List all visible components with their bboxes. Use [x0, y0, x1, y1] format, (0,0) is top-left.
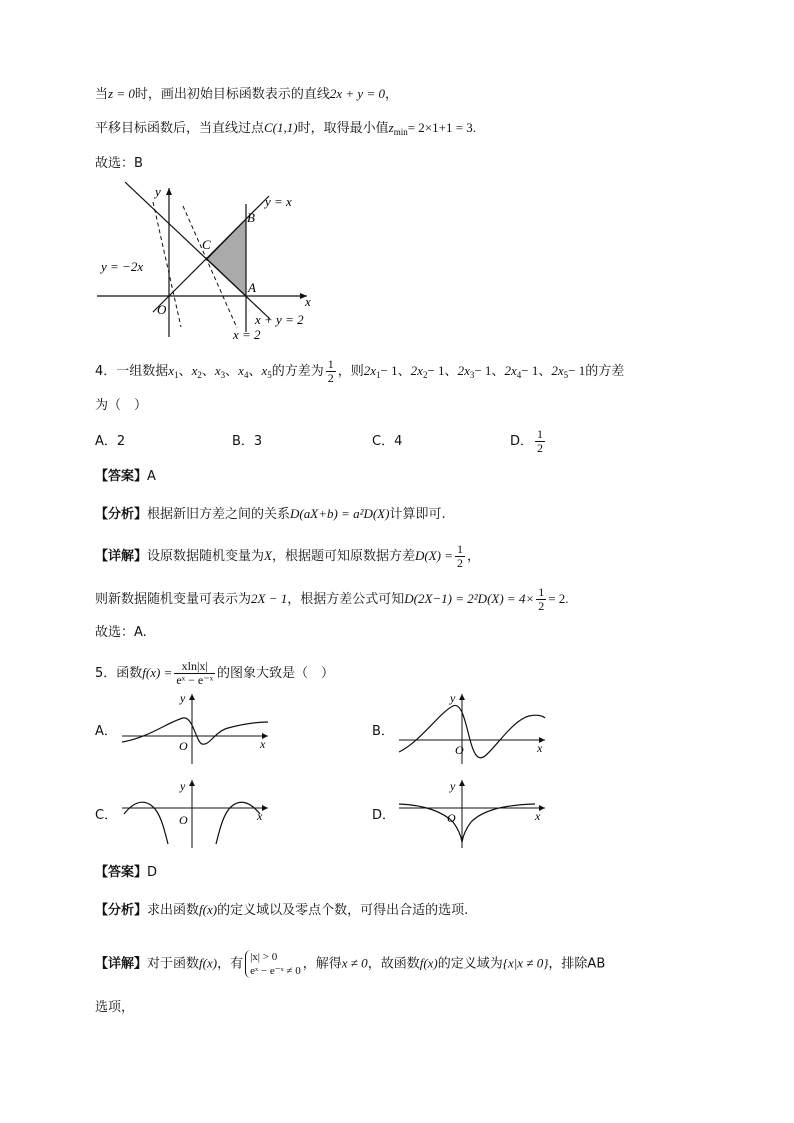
question-4-line-2: 为（ ）: [95, 398, 148, 413]
svg-text:y: y: [450, 691, 456, 705]
q5-option-a-label: A．: [95, 724, 117, 739]
point-a-label: A: [248, 280, 256, 295]
svg-text:O: O: [447, 811, 456, 825]
svg-text:O: O: [179, 813, 188, 827]
feasible-region: [207, 219, 246, 296]
point-b-label: B: [247, 210, 255, 225]
solution-line-2: 平移目标函数后，当直线过点C(1,1)时，取得最小值$z_{min}= 2\times 1+1 = 3$.: [95, 120, 477, 137]
svg-text:x: x: [537, 741, 543, 755]
q4-detail-2: 则新数据随机变量可表示为2X − 1，根据方差公式可知D(2X−1) = 2²D(X) = 4× $\frac{1}{2}$ = 2.: [95, 585, 569, 613]
q4-option-a: A．2: [95, 434, 126, 449]
q5-option-b-label: B．: [372, 724, 394, 739]
solution-line-1: 当z = 0时，画出初始目标函数表示的直线2x + y = 0，: [95, 86, 398, 102]
q5-graph-a: [118, 690, 278, 765]
svg-text:O: O: [179, 739, 188, 753]
linear-programming-figure: [95, 182, 325, 342]
q5-option-c-label: C．: [95, 808, 118, 823]
q4-option-d: D． $\frac{1}{2}$: [510, 427, 544, 455]
question-4-line-1: 4．一组数据$x_1$、$x_2$、$x_3$、$x_4$、$x_5$的方差为 $\frac{1}{2}$ ，则$2x_1- 1$、$2x_2- 1$、$2x_3- 1$、$2x_4- 1$、$2x_5- 1$的方差: [95, 357, 625, 385]
q4-final-answer: 故选：A.: [95, 625, 147, 640]
q5-detail-2: 选项，: [95, 1000, 135, 1015]
q4-answer: 【答案】A: [95, 469, 156, 484]
q5-detail-1: 【详解】对于函数f(x)，有 |x| > 0 eˣ − e⁻ˣ ≠ 0 ，解得x ≠ 0，故函数f(x)的定义域为{x|x ≠ 0}，排除AB: [95, 951, 606, 977]
label-x-plus-y: x + y = 2: [255, 312, 304, 327]
svg-text:y: y: [180, 779, 186, 793]
label-y-eq-neg2x: y = −2x: [101, 259, 144, 274]
q4-detail-1: 【详解】设原数据随机变量为X，根据题可知原数据方差D(X) = $\frac{1}{2}$ ，: [95, 542, 481, 570]
point-c-label: C: [202, 237, 211, 252]
q5-graph-b: [395, 690, 555, 765]
svg-text:O: O: [455, 743, 464, 757]
q5-graph-d: [395, 778, 555, 850]
q4-analysis: 【分析】根据新旧方差之间的关系D(aX+b) = a²D(X)计算即可.: [95, 506, 446, 522]
q4-option-b: B．3: [232, 434, 263, 449]
q5-answer: 【答案】D: [95, 865, 158, 880]
svg-text:y: y: [180, 691, 186, 705]
label-x-eq-2: x = 2: [233, 327, 261, 342]
origin-label: O: [157, 302, 167, 317]
y-label: y: [155, 184, 161, 199]
line-x-plus-y: [125, 182, 270, 319]
question-5-line: 5．函数f(x) = $\frac{xln|x|}{\text{eˣ − e⁻ˣ}}$ 的图象大致是（ ）: [95, 659, 335, 687]
q5-graph-c: [118, 778, 278, 850]
q5-option-d-label: D．: [372, 808, 396, 823]
y-axis-arrow: [166, 188, 172, 195]
label-y-eq-x: y = x: [265, 194, 292, 209]
answer-choice-line: 故选：B: [95, 156, 143, 171]
q5-analysis: 【分析】求出函数f(x)的定义域以及零点个数，可得出合适的选项.: [95, 902, 469, 918]
q4-option-c: C．4: [372, 434, 403, 449]
svg-text:x: x: [257, 809, 263, 823]
svg-text:x: x: [535, 809, 541, 823]
x-label: x: [305, 294, 311, 309]
svg-text:y: y: [450, 779, 456, 793]
svg-text:x: x: [260, 737, 266, 751]
